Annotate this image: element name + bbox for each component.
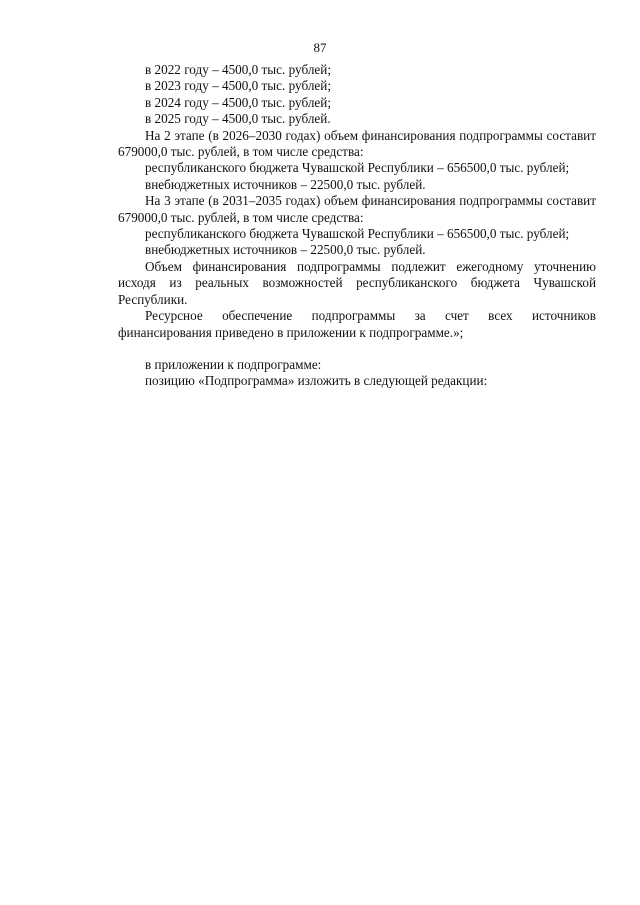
paragraph-stage-3-republican-budget: республиканского бюджета Чувашской Республики – 656500,0 тыс. рублей; [145, 226, 570, 242]
paragraph-appendix-intro: в приложении к подпрограмме: [145, 356, 322, 372]
document-body [118, 62, 596, 390]
paragraph-annual-clarification: Объем финансирования подпрограммы подлежит ежегодному уточнению исходя из реальных возможностей республиканского бюджета Чувашской Республики. [118, 258, 596, 307]
paragraph-stage-3-extrabudgetary: внебюджетных источников – 22500,0 тыс. рублей. [145, 242, 426, 258]
paragraph-resource-support: Ресурсное обеспечение подпрограммы за счет всех источников финансирования приведено в приложении к подпрограмме.»; [118, 308, 596, 340]
paragraph-stage-2-extrabudgetary: внебюджетных источников – 22500,0 тыс. рублей. [145, 176, 426, 192]
paragraph-position-instruction: позицию «Подпрограмма» изложить в следующей редакции: [145, 373, 488, 389]
paragraph-stage-2-total: На 2 этапе (в 2026–2030 годах) объем финансирования подпрограммы составит 679000,0 тыс. рублей, в том числе средства: [118, 127, 596, 160]
paragraph-stage-2-republican-budget: республиканского бюджета Чувашской Республики – 656500,0 тыс. рублей; [145, 160, 570, 176]
paragraph-2022-funding: в 2022 году – 4500,0 тыс. рублей; [145, 62, 331, 77]
paragraph-2024-funding: в 2024 году – 4500,0 тыс. рублей; [145, 94, 331, 110]
page-number: 87 [313, 40, 327, 55]
paragraph-stage-3-total: На 3 этапе (в 2031–2035 годах) объем финансирования подпрограммы составит 679000,0 тыс. рублей, в том числе средства: [118, 193, 596, 225]
paragraph-2025-funding: в 2025 году – 4500,0 тыс. рублей. [145, 111, 331, 127]
paragraph-2023-funding: в 2023 году – 4500,0 тыс. рублей; [145, 78, 331, 94]
